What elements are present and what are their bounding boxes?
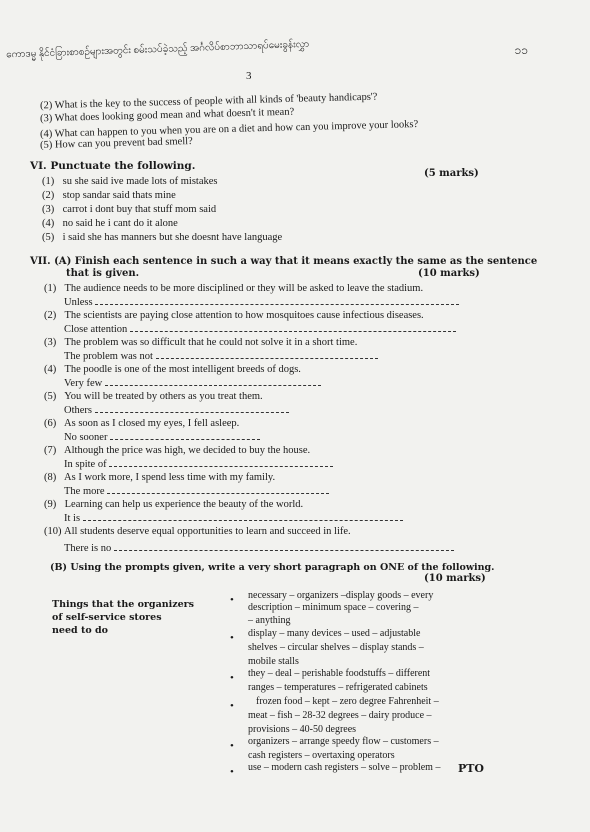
prompt-line: necessary – organizers –display goods – every <box>248 590 434 601</box>
rewrite-item-10: (10) All students deserve equal opportunities to learn and succeed in life. <box>44 526 351 537</box>
prompt-line: use – modern cash registers – solve – problem – <box>248 762 441 773</box>
rewrite-item-3: (3) The problem was so difficult that he could not solve it in a short time. <box>44 337 358 348</box>
section-vii-a-title-2: that is given. <box>66 268 140 279</box>
rewrite-answer-2: Close attention <box>64 323 456 336</box>
punctuate-item-2: (2) stop sandar said thats mine <box>42 190 176 201</box>
question-v-3: (3) What does looking good mean and what doesn't it mean? <box>39 106 295 125</box>
rewrite-item-6: (6) As soon as I closed my eyes, I fell asleep. <box>44 418 240 429</box>
section-vii-a-title: VII. (A) Finish each sentence in such a way that it means exactly the same as the sentence <box>30 256 538 267</box>
rewrite-answer-10: There is no <box>64 542 454 555</box>
answer-line <box>95 296 459 305</box>
prompt-line: frozen food – kept – zero degree Fahrenheit – <box>256 696 439 707</box>
prompt-line: – anything <box>248 615 291 626</box>
rewrite-answer-3: The problem was not <box>64 350 378 363</box>
header-title: ကောဒမ္မ နိုင်ငံခြားစာစဉ်များအတွင်း စမ်းသပ်ခဲ့သည့် အင်္ဂလိပ်စာဘာသာရပ်မေးခွန်းလွှာ <box>5 38 310 61</box>
answer-line <box>95 404 289 413</box>
rewrite-item-4: (4) The poodle is one of the most intelligent breeds of dogs. <box>44 364 301 375</box>
answer-line <box>109 458 333 467</box>
question-v-4: (4) What can happen to you when you are on a diet and how can you improve your looks? <box>39 119 419 140</box>
prompt-line: description – minimum space – covering – <box>248 602 419 613</box>
bullet-6: • <box>230 766 234 778</box>
answer-line <box>114 542 454 551</box>
prompt-line: display – many devices – used – adjustable <box>248 628 421 639</box>
rewrite-item-2: (2) The scientists are paying close attention to how mosquitoes cause infectious diseases. <box>44 310 424 321</box>
rewrite-answer-1: Unless <box>64 296 459 309</box>
prompt-line: they – deal – perishable foodstuffs – different <box>248 668 431 679</box>
section-vi-title: VI. Punctuate the following. <box>30 160 196 172</box>
question-v-5: (5) How can you prevent bad smell? <box>39 136 193 151</box>
pto-label: PTO <box>457 762 484 775</box>
section-vii-b-title: (B) Using the prompts given, write a very short paragraph on ONE of the following. <box>50 562 495 573</box>
page-number: 3 <box>246 70 252 82</box>
section-vi-marks: (5 marks) <box>424 168 479 179</box>
header-page-number: ၁၁ <box>514 43 528 57</box>
section-vii-b-marks: (10 marks) <box>424 573 486 584</box>
rewrite-answer-6: No sooner <box>64 431 260 444</box>
punctuate-item-3: (3) carrot i dont buy that stuff mom said <box>42 204 217 215</box>
question-v-2: (2) What is the key to the success of people with all kinds of 'beauty handicaps'? <box>39 91 378 112</box>
rewrite-answer-9: It is <box>64 512 403 525</box>
answer-line <box>110 431 260 440</box>
punctuate-item-4: (4) no said he i cant do it alone <box>42 218 178 229</box>
punctuate-item-5: (5) i said she has manners but she doesnt have language <box>42 232 283 243</box>
section-vii-a-marks: (10 marks) <box>418 268 480 279</box>
prompt-line: ranges – temperatures – refrigerated cabinets <box>248 682 428 693</box>
punctuate-item-1: (1) su she said ive made lots of mistakes <box>42 176 218 187</box>
answer-line <box>105 377 321 386</box>
topic-label: Things that the organizers of self-service stores need to do <box>52 599 195 636</box>
bullet-2: • <box>230 632 234 644</box>
prompt-line: provisions – 40-50 degrees <box>248 724 357 735</box>
prompt-line: shelves – circular shelves – display stands – <box>248 642 424 653</box>
answer-line <box>156 350 378 359</box>
prompt-line: organizers – arrange speedy flow – customers – <box>248 736 439 747</box>
bullet-3: • <box>230 672 234 684</box>
rewrite-item-5: (5) You will be treated by others as you treat them. <box>44 391 263 402</box>
prompt-line: mobile stalls <box>248 656 299 667</box>
rewrite-answer-8: The more <box>64 485 329 498</box>
prompt-line: cash registers – overtaxing operators <box>248 750 395 761</box>
rewrite-item-7: (7) Although the price was high, we decided to buy the house. <box>44 445 311 456</box>
rewrite-answer-4: Very few <box>64 377 321 390</box>
prompt-line: meat – fish – 28-32 degrees – dairy produce – <box>248 710 432 721</box>
answer-line <box>107 485 329 494</box>
rewrite-answer-5: Others <box>64 404 289 417</box>
bullet-1: • <box>230 594 234 606</box>
rewrite-item-1: (1) The audience needs to be more disciplined or they will be asked to leave the stadium. <box>44 283 424 294</box>
rewrite-item-8: (8) As I work more, I spend less time with my family. <box>44 472 276 483</box>
bullet-4: • <box>230 700 234 712</box>
rewrite-item-9: (9) Learning can help us experience the beauty of the world. <box>44 499 304 510</box>
rewrite-answer-7: In spite of <box>64 458 333 471</box>
answer-line <box>83 512 403 521</box>
bullet-5: • <box>230 740 234 752</box>
answer-line <box>130 323 456 332</box>
